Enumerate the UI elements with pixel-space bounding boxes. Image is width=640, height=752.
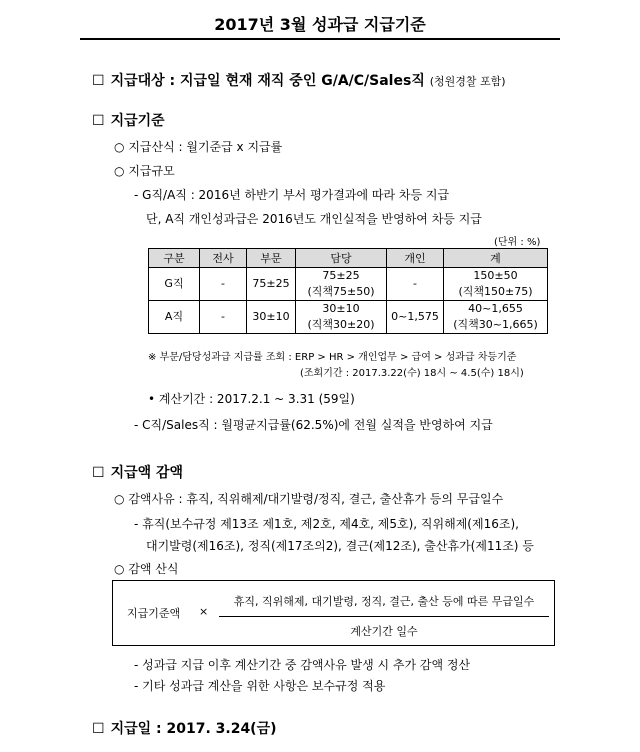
table-cell: 40~1,655 (직책30~1,665) [444,301,548,334]
footnote-2: (조회기간 : 2017.3.22(수) 18시 ~ 4.5(수) 18시) [300,368,524,379]
circle-bullet-icon: ○ [114,164,125,178]
c-sales-line: - C직/Sales직 : 월평균지급률(62.5%)에 전월 실적을 반영하여 지급 [134,418,493,432]
criteria-heading: 지급기준 [110,113,165,129]
reduction-formula-box [112,580,555,646]
table-cell: 30±10 (직책30±20) [296,301,387,334]
multiply-icon: × [199,605,209,618]
section-payday [92,718,277,738]
grade-table [148,248,548,334]
col-header: 부문 [247,249,296,268]
eligibility-note: (청원경찰 포함) [429,75,506,88]
ga-line-1: - G직/A직 : 2016년 하반기 부서 평가결과에 따라 차등 지급 [134,188,450,202]
note-2: - 기타 성과급 계산을 위한 사항은 보수규정 적용 [134,679,386,693]
circle-bullet-icon: ○ [114,562,125,576]
circle-bullet-icon: ○ [114,140,125,154]
eligibility-heading: 지급대상 : 지급일 현재 재직 중인 G/A/C/Sales직 [110,73,425,89]
formula-denominator: 계산기간 일수 [350,625,418,638]
table-cell: 0~1,575 [387,301,444,334]
footnote-1: ※ 부문/담당성과급 지급률 조회 : ERP > HR > 개인업무 > 급여 > 성과급 차등기준 [148,352,517,363]
formula-line: ○ 지급산식 : 월기준급 x 지급률 [114,140,283,154]
note-1: - 성과급 지급 이후 계산기간 중 감액사유 발생 시 추가 감액 정산 [134,658,471,672]
ga-line-2: 단, A직 개인성과급은 2016년도 개인실적을 반영하여 차등 지급 [146,212,482,226]
formula-numerator: 휴직, 직위해제, 대기발령, 정직, 결근, 출산 등에 따른 무급일수 [233,595,535,608]
table-cell: 75±25 (직책75±50) [296,268,387,301]
unit-label: (단위 : %) [494,237,541,248]
page-title: 2017년 3월 성과급 지급기준 [214,15,426,34]
table-header-row [149,249,548,268]
checkbox-square-icon: ☐ [92,113,105,129]
reason-detail-2: 대기발령(제16조), 정직(제17조의2), 결근(제12조), 출산휴가(제11조) 등 [146,539,534,553]
section-reduction [92,462,183,482]
section-eligibility [92,70,506,90]
col-header: 담당 [296,249,387,268]
table-cell: 75±25 [247,268,296,301]
table-row [149,301,548,334]
table-row [149,268,548,301]
title-divider [80,38,560,40]
table-cell: 30±10 [247,301,296,334]
checkbox-square-icon: ☐ [92,721,105,737]
table-cell: A직 [149,301,200,334]
table-cell: 150±50 (직책150±75) [444,268,548,301]
reduction-reason: ○ 감액사유 : 휴직, 직위해제/대기발령/정직, 결근, 출산휴가 등의 무급일수 [114,492,504,506]
checkbox-square-icon: ☐ [92,465,105,481]
reduction-heading: 지급액 감액 [110,465,184,481]
table-cell: - [387,268,444,301]
scale-label: ○ 지급규모 [114,164,175,178]
section-criteria [92,110,165,130]
formula-base: 지급기준액 [127,607,181,620]
reason-detail-1: - 휴직(보수규정 제13조 제1호, 제2호, 제4호, 제5호), 직위해제(제16조), [134,517,519,531]
col-header: 계 [444,249,548,268]
payday-heading: 지급일 : 2017. 3.24(금) [110,721,277,737]
table-cell: - [200,301,247,334]
col-header: 개인 [387,249,444,268]
period-line: • 계산기간 : 2017.2.1 ~ 3.31 (59일) [148,392,355,406]
calc-label: ○ 감액 산식 [114,562,179,576]
col-header: 전사 [200,249,247,268]
circle-bullet-icon: ○ [114,492,125,506]
table-cell: - [200,268,247,301]
fraction-bar [219,616,549,617]
table-cell: G직 [149,268,200,301]
col-header: 구분 [149,249,200,268]
checkbox-square-icon: ☐ [92,73,105,89]
